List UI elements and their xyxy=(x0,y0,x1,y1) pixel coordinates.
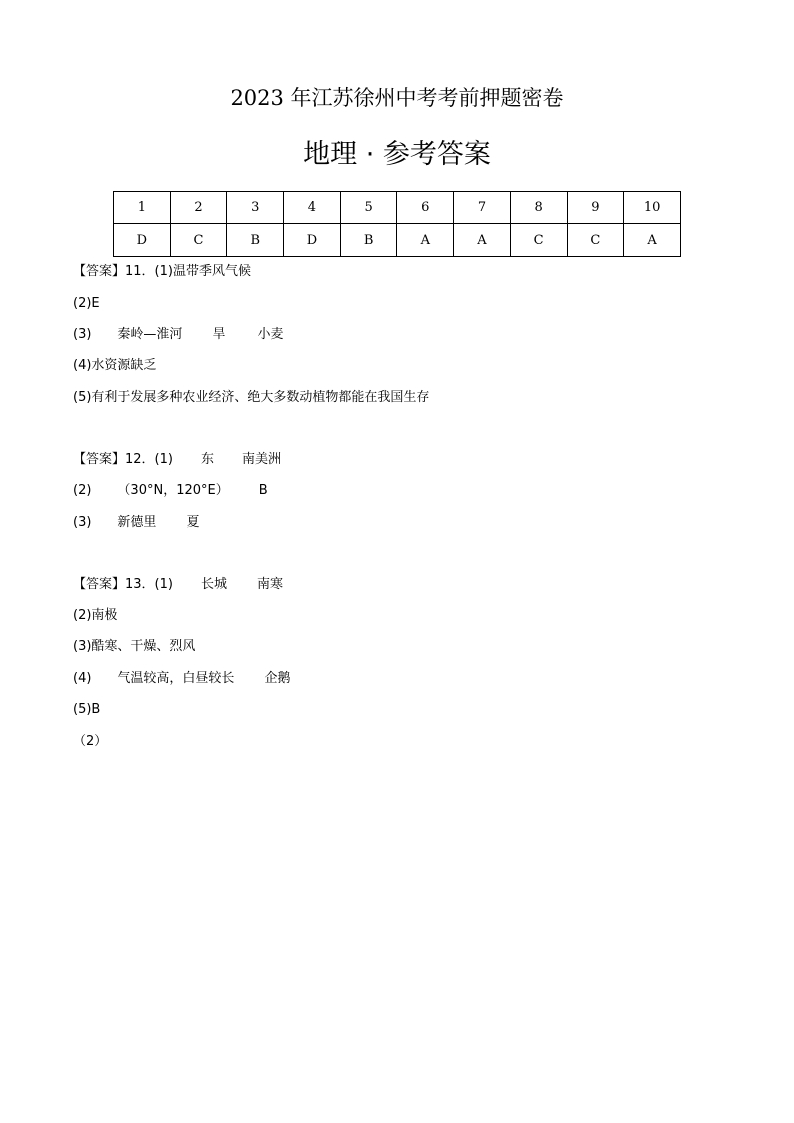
q13-part4 xyxy=(73,670,290,688)
q12-part2 xyxy=(73,482,268,500)
q11-part4: (4)水资源缺乏 xyxy=(73,358,157,373)
question-number-cell: 2 xyxy=(170,192,227,224)
q12-part1-a: 东 xyxy=(200,452,214,467)
q11-part1-text: (1)温带季风气候 xyxy=(154,264,251,279)
q13-part5: (5)B xyxy=(73,702,101,717)
answer-cell: A xyxy=(624,224,681,257)
question-number-cell: 1 xyxy=(114,192,171,224)
q13-part4-b: 企鹅 xyxy=(264,671,291,686)
q13-part1-num: (1) xyxy=(154,577,173,592)
answer-table xyxy=(113,191,681,257)
q12-part1-num: (1) xyxy=(154,452,173,467)
q12-part2-b: B xyxy=(258,483,268,498)
q13-label: 【答案】13． xyxy=(73,577,155,592)
question-number-cell: 3 xyxy=(227,192,284,224)
q12-part3-num: (3) xyxy=(73,515,92,530)
q11-part1 xyxy=(73,263,251,281)
q12-part3-a: 新德里 xyxy=(117,515,157,530)
answer-cell: A xyxy=(397,224,454,257)
q11-part2: (2)E xyxy=(73,296,100,311)
q13-part1-b: 南寒 xyxy=(256,577,283,592)
question-number-cell: 6 xyxy=(397,192,454,224)
question-number-cell: 7 xyxy=(454,192,511,224)
answer-cell: A xyxy=(454,224,511,257)
answer-cell: C xyxy=(567,224,624,257)
q12-part2-num: (2) xyxy=(73,483,92,498)
question-number-cell: 10 xyxy=(624,192,681,224)
q11-part3-c: 小麦 xyxy=(257,327,284,342)
q12-part1-b: 南美洲 xyxy=(241,452,281,467)
answer-cell: B xyxy=(227,224,284,257)
answer-cell: D xyxy=(114,224,171,257)
q13-part3: (3)酷寒、干燥、烈风 xyxy=(73,639,196,654)
q13-extra: （2） xyxy=(73,734,108,749)
q13-part1 xyxy=(73,576,283,594)
q11-part3-b: 旱 xyxy=(212,327,226,342)
q11-part3-num: (3) xyxy=(73,327,92,342)
question-number-cell: 8 xyxy=(510,192,567,224)
page-title: 2023 年江苏徐州中考考前押题密卷 xyxy=(230,86,564,110)
q13-part4-a: 气温较高，白昼较长 xyxy=(117,671,235,686)
q11-part5: (5)有利于发展多种农业经济、绝大多数动植物都能在我国生存 xyxy=(73,390,430,405)
q12-part3-b: 夏 xyxy=(186,515,200,530)
answer-cell: C xyxy=(510,224,567,257)
question-number-cell: 9 xyxy=(567,192,624,224)
answer-cell: D xyxy=(284,224,341,257)
answer-row xyxy=(114,224,681,257)
page-subtitle: 地理 · 参考答案 xyxy=(303,139,491,170)
q13-part2: (2)南极 xyxy=(73,608,118,623)
q13-part1-a: 长城 xyxy=(200,577,227,592)
question-number-cell: 4 xyxy=(284,192,341,224)
answer-cell: C xyxy=(170,224,227,257)
q11-part3 xyxy=(73,326,283,344)
question-number-row xyxy=(114,192,681,224)
answer-cell: B xyxy=(340,224,397,257)
q11-label: 【答案】11． xyxy=(73,264,155,279)
q12-part1 xyxy=(73,451,281,469)
question-number-cell: 5 xyxy=(340,192,397,224)
q12-label: 【答案】12． xyxy=(73,452,155,467)
q11-part3-a: 秦岭—淮河 xyxy=(117,327,183,342)
q13-part4-num: (4) xyxy=(73,671,92,686)
q12-part3 xyxy=(73,514,199,532)
q12-part2-a: （30°N，120°E） xyxy=(117,483,229,498)
